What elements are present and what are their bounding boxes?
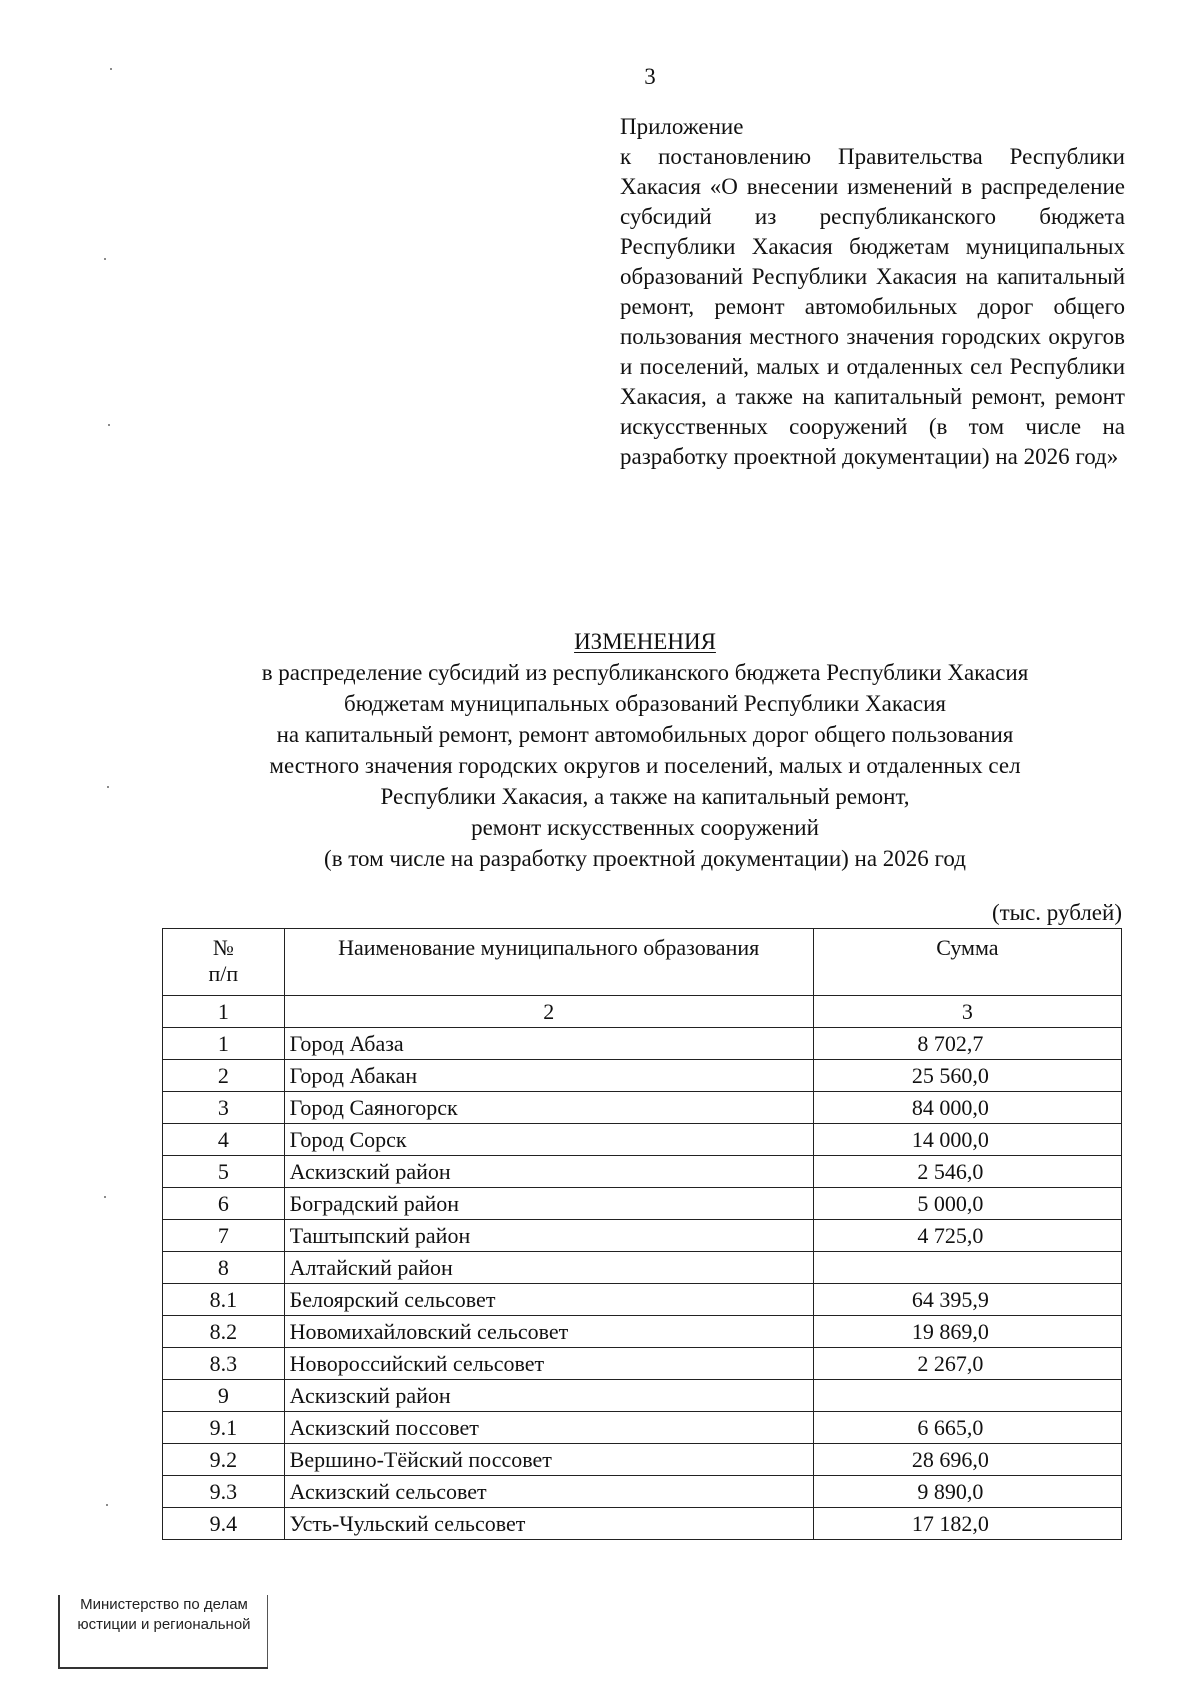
table-row xyxy=(163,1348,1122,1380)
row-municipality: Белоярский сельсовет xyxy=(284,1284,813,1316)
column-number: 1 xyxy=(163,996,285,1028)
row-municipality: Город Абаза xyxy=(284,1028,813,1060)
row-municipality: Вершино-Тёйский поссовет xyxy=(284,1444,813,1476)
appendix-note xyxy=(620,112,1125,472)
table-row xyxy=(163,1316,1122,1348)
subsidy-table xyxy=(162,928,1122,1540)
row-number: 9.4 xyxy=(163,1508,285,1540)
row-sum: 8 702,7 xyxy=(813,1028,1121,1060)
row-municipality: Таштыпский район xyxy=(284,1220,813,1252)
row-sum: 64 395,9 xyxy=(813,1284,1121,1316)
heading-title: ИЗМЕНЕНИЯ xyxy=(574,629,716,654)
table-row xyxy=(163,1380,1122,1412)
column-number-row xyxy=(163,996,1122,1028)
row-number: 6 xyxy=(163,1188,285,1220)
scan-speck xyxy=(107,786,109,788)
row-municipality: Аскизский сельсовет xyxy=(284,1476,813,1508)
heading-line: бюджетам муниципальных образований Республики Хакасия xyxy=(344,691,946,716)
heading-line: на капитальный ремонт, ремонт автомобильных дорог общего пользования xyxy=(276,722,1014,747)
row-municipality: Город Саяногорск xyxy=(284,1092,813,1124)
row-sum: 14 000,0 xyxy=(813,1124,1121,1156)
scan-speck xyxy=(106,1504,108,1506)
row-municipality: Город Сорск xyxy=(284,1124,813,1156)
units-label: (тыс. рублей) xyxy=(991,900,1122,925)
column-number: 2 xyxy=(284,996,813,1028)
stamp-line: юстиции и региональной xyxy=(77,1616,251,1633)
row-sum: 2 546,0 xyxy=(813,1156,1121,1188)
row-municipality: Усть-Чульский сельсовет xyxy=(284,1508,813,1540)
row-sum: 17 182,0 xyxy=(813,1508,1121,1540)
scan-speck xyxy=(108,424,110,426)
row-sum: 2 267,0 xyxy=(813,1348,1121,1380)
table-row xyxy=(163,1412,1122,1444)
table-row xyxy=(163,1220,1122,1252)
row-sum: 4 725,0 xyxy=(813,1220,1121,1252)
scan-speck xyxy=(104,1196,106,1198)
heading-line: (в том числе на разработку проектной документации) на 2026 год xyxy=(324,846,966,871)
table-row xyxy=(163,1060,1122,1092)
table-row xyxy=(163,1156,1122,1188)
page-number: 3 xyxy=(644,64,656,89)
row-number: 8 xyxy=(163,1252,285,1284)
scan-speck xyxy=(110,68,112,70)
row-number: 8.3 xyxy=(163,1348,285,1380)
row-sum: 9 890,0 xyxy=(813,1476,1121,1508)
table-row xyxy=(163,1028,1122,1060)
row-number: 4 xyxy=(163,1124,285,1156)
row-municipality: Боградский район xyxy=(284,1188,813,1220)
row-sum: 28 696,0 xyxy=(813,1444,1121,1476)
heading-line: местного значения городских округов и поселений, малых и отдаленных сел xyxy=(269,753,1021,778)
row-number: 8.1 xyxy=(163,1284,285,1316)
row-number: 9.1 xyxy=(163,1412,285,1444)
table-row xyxy=(163,1444,1122,1476)
table-row xyxy=(163,1124,1122,1156)
row-number: 9.2 xyxy=(163,1444,285,1476)
row-sum: 19 869,0 xyxy=(813,1316,1121,1348)
row-sum: 5 000,0 xyxy=(813,1188,1121,1220)
heading-line: в распределение субсидий из республиканского бюджета Республики Хакасия xyxy=(261,660,1029,685)
row-municipality: Аскизский поссовет xyxy=(284,1412,813,1444)
row-number: 8.2 xyxy=(163,1316,285,1348)
row-sum: 6 665,0 xyxy=(813,1412,1121,1444)
heading-line: Республики Хакасия, а также на капитальный ремонт, xyxy=(380,784,910,809)
header-num-line2: п/п xyxy=(208,961,239,986)
row-municipality: Аскизский район xyxy=(284,1380,813,1412)
table-header-row xyxy=(163,929,1122,996)
appendix-body: к постановлению Правительства Республики Хакасия «О внесении изменений в распределение субсидий из республиканского бюджета Республики Хакасия бюджетам муниципальных образований Республики Хакасия на капитальный ремонт, ремонт автомобильных дорог общего пользования местного значения городских округов и поселений, малых и отдаленных сел Республики Хакасия, а также на капитальный ремонт, ремонт искусственных сооружений (в том числе на разработку проектной документации) на 2026 год» xyxy=(620,144,1125,469)
row-municipality: Аскизский район xyxy=(284,1156,813,1188)
table-row xyxy=(163,1092,1122,1124)
table-row xyxy=(163,1252,1122,1284)
table-row xyxy=(163,1188,1122,1220)
document-heading xyxy=(150,626,1140,874)
row-sum xyxy=(813,1252,1121,1284)
scan-speck xyxy=(104,258,106,260)
appendix-title: Приложение xyxy=(620,114,744,139)
row-municipality: Алтайский район xyxy=(284,1252,813,1284)
row-municipality: Новомихайловский сельсовет xyxy=(284,1316,813,1348)
row-number: 9.3 xyxy=(163,1476,285,1508)
ministry-stamp xyxy=(58,1595,268,1669)
header-name: Наименование муниципального образования xyxy=(284,929,813,996)
row-number: 7 xyxy=(163,1220,285,1252)
row-number: 1 xyxy=(163,1028,285,1060)
row-sum: 25 560,0 xyxy=(813,1060,1121,1092)
header-num xyxy=(163,929,285,996)
row-municipality: Новороссийский сельсовет xyxy=(284,1348,813,1380)
stamp-line: Министерство по делам xyxy=(80,1596,248,1613)
table-row xyxy=(163,1508,1122,1540)
column-number: 3 xyxy=(813,996,1121,1028)
table-row xyxy=(163,1284,1122,1316)
header-sum: Сумма xyxy=(813,929,1121,996)
row-number: 3 xyxy=(163,1092,285,1124)
row-number: 9 xyxy=(163,1380,285,1412)
row-sum: 84 000,0 xyxy=(813,1092,1121,1124)
header-num-line1: № xyxy=(212,935,234,960)
heading-line: ремонт искусственных сооружений xyxy=(471,815,819,840)
table-row xyxy=(163,1476,1122,1508)
row-number: 5 xyxy=(163,1156,285,1188)
row-municipality: Город Абакан xyxy=(284,1060,813,1092)
row-number: 2 xyxy=(163,1060,285,1092)
row-sum xyxy=(813,1380,1121,1412)
